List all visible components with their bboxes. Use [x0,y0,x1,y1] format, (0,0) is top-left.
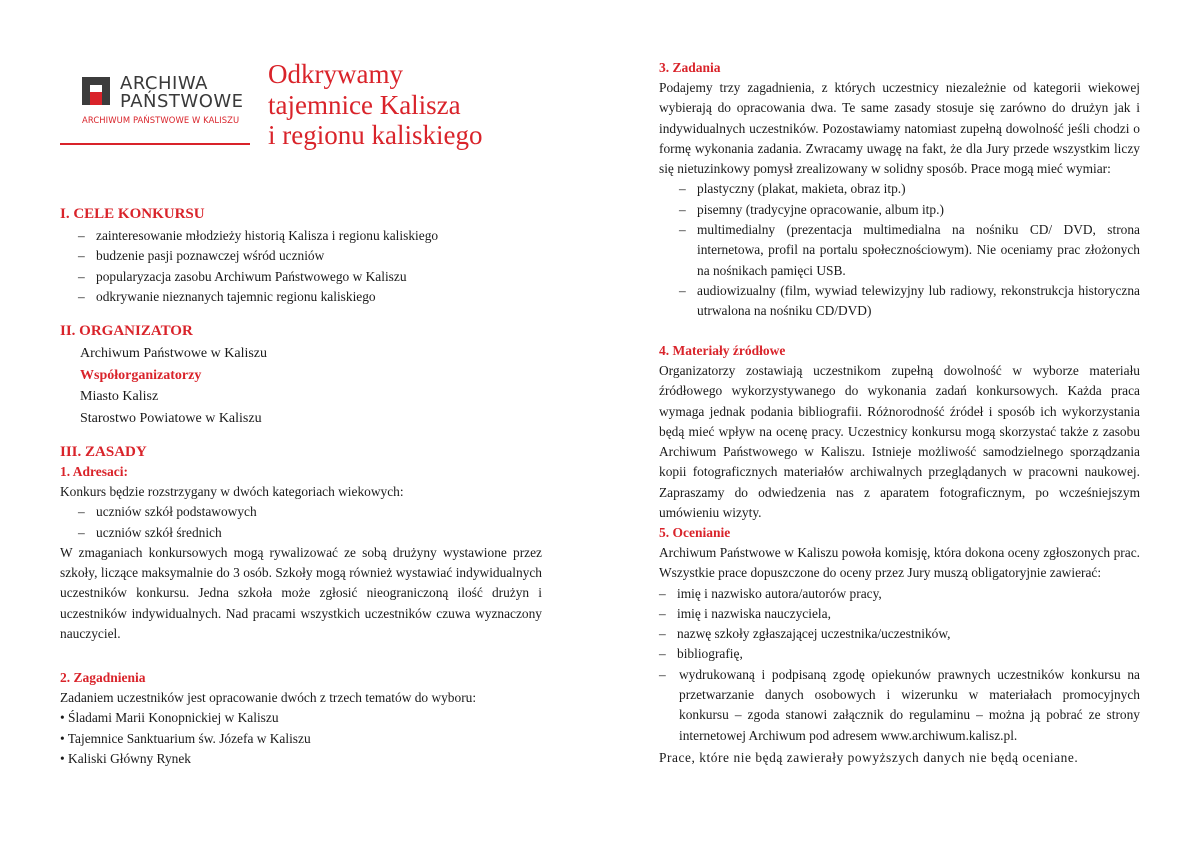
co-organizer: Starostwo Powiatowe w Kaliszu [80,410,262,426]
list-item: – bibliografię, [659,644,1140,664]
list-item: • Śladami Marii Konopnickiej w Kaliszu [60,710,279,726]
section-ocenianie [659,523,1140,768]
list-item: – uczniów szkół średnich [78,523,542,543]
paragraph: Konkurs będzie rozstrzygany w dwóch kategoriach wiekowych: [60,484,404,499]
paragraph: Archiwum Państwowe w Kaliszu powoła komisję, która dokona oceny zgłoszonych prac. Wszystkie prace dopuszczone do oceny przez Jury muszą obligatoryjnie zawierać: [659,545,1140,581]
section-heading: II. ORGANIZATOR [60,323,193,339]
subsection-heading: 5. Ocenianie [659,525,731,540]
logo-divider [60,143,250,145]
list-item: – budzenie pasji poznawczej wśród uczniów [78,246,542,266]
list-item: – imię i nazwisko autora/autorów pracy, [659,584,1140,604]
section-zadania [659,58,1140,322]
list-item: – wydrukowaną i podpisaną zgodę opiekunów prawnych uczestników konkursu na przetwarzanie danych osobowych i wizerunku w materiałach promocyjnych konkursu – zgoda stanowi załącznik do regulaminu – można ją pobrać ze strony internetowej Archiwum pod adresem www.archiwum.kalisz.pl. [659,666,1140,743]
closing-note: Prace, które nie będą zawierały powyższych danych nie będą oceniane. [659,749,1079,765]
co-organizers-heading: Współorganizatorzy [80,367,202,383]
section-heading: III. ZASADY [60,444,147,460]
list-item: – nazwę szkoły zgłaszającej uczestnika/uczestników, [659,624,1140,644]
paragraph: Podajemy trzy zagadnienia, z których uczestnicy niezależnie od kategorii wiekowej wybierają do opracowania dwa. Te same zasady stosuje się zarówno do drużyn jak i indywidualnych uczestników. Pozostawiamy natomiast zupełną dowolność jeśli chodzi o formę wykonania zadania. Zwracamy uwagę na fakt, że dla Jury przede wszystkim liczy się nietuzinkowy pomysł zrealizowany w solidny sposób. Prace mogą mieć wymiar: [659,80,1140,177]
logo-line-1: ARCHIWA [120,73,208,94]
paragraph: Organizatorzy zostawiają uczestnikom zupełną dowolność w wyborze materiału źródłowego wykorzystywanego do wykonania zadań konkursowych. Każda praca wymaga jednak podania bibliografii. Różnorodność źródeł i sposób ich wykorzystania będą mieć wpływ na ocenę pracy. Uczestnicy konkursu mogą skorzystać także z zasobu Archiwum Państwowego w Kaliszu. Istnieje możliwość samodzielnego sporządzania kopii fotograficznych materiałów archiwalnych przeglądanych w pracowni naukowej. Zapraszamy do odwiedzenia nas z aparatem fotograficznym, po wcześniejszym umówieniu wizyty. [659,363,1140,521]
organizer-name: Archiwum Państwowe w Kaliszu [80,346,268,361]
list-item: • Tajemnice Sanktuarium św. Józefa w Kaliszu [60,730,311,746]
list-item: • Kaliski Główny Rynek [60,750,191,766]
list-item: – zainteresowanie młodzieży historią Kalisza i regionu kaliskiego [78,226,542,246]
section-zasady [60,442,542,644]
archive-logo [82,75,252,135]
section-heading: I. CELE KONKURSU [60,206,205,222]
list-item: – pisemny (tradycyjne opracowanie, album itp.) [659,200,1140,220]
subsection-heading: 4. Materiały źródłowe [659,343,786,358]
list-item: – multimedialny (prezentacja multimedialna na nośniku CD/ DVD, strona internetowa, profil na portalu społecznościowym). Nie oceniamy prac złożonych na nośnikach pamięci USB. [659,220,1140,281]
co-organizer: Miasto Kalisz [80,389,159,404]
list-item: – audiowizualny (film, wywiad telewizyjny lub radiowy, rekonstrukcja historyczna utrwalona na nośniku CD/DVD) [659,281,1140,322]
paragraph: W zmaganiach konkursowych mogą rywalizować ze sobą drużyny wystawione przez szkoły, liczące maksymalnie do 3 osób. Szkoły mogą również wystawiać indywidualnych uczestników konkursu. Jedna szkoła może zgłosić nieograniczoną ilość drużyn i uczestników indywidualnych. Nad pracami wszystkich uczestników czuwa wyznaczony nauczyciel. [60,544,542,642]
archive-logo-mark-icon [82,77,110,105]
section-organizator [60,321,542,429]
logo-subtitle: ARCHIWUM PAŃSTWOWE W KALISZU [82,115,240,125]
subsection-heading: 2. Zagadnienia [60,670,146,685]
list-item: – imię i nazwiska nauczyciela, [659,604,1140,624]
section-cele [60,204,542,307]
page-title: Odkrywamy tajemnice Kalisza i regionu kaliskiego [268,59,483,150]
list-item: – plastyczny (plakat, makieta, obraz itp.) [659,179,1140,199]
subsection-heading: 3. Zadania [659,60,721,75]
subsection-heading: 1. Adresaci: [60,464,128,479]
section-zagadnienia [60,668,542,769]
list-item: – odkrywanie nieznanych tajemnic regionu kaliskiego [78,287,542,307]
list-item: – uczniów szkół podstawowych [78,502,542,522]
logo-line-2: PAŃSTWOWE [120,91,244,112]
list-item: – popularyzacja zasobu Archiwum Państwowego w Kaliszu [78,267,542,287]
section-materialy [659,341,1140,523]
paragraph: Zadaniem uczestników jest opracowanie dwóch z trzech tematów do wyboru: [60,690,477,705]
